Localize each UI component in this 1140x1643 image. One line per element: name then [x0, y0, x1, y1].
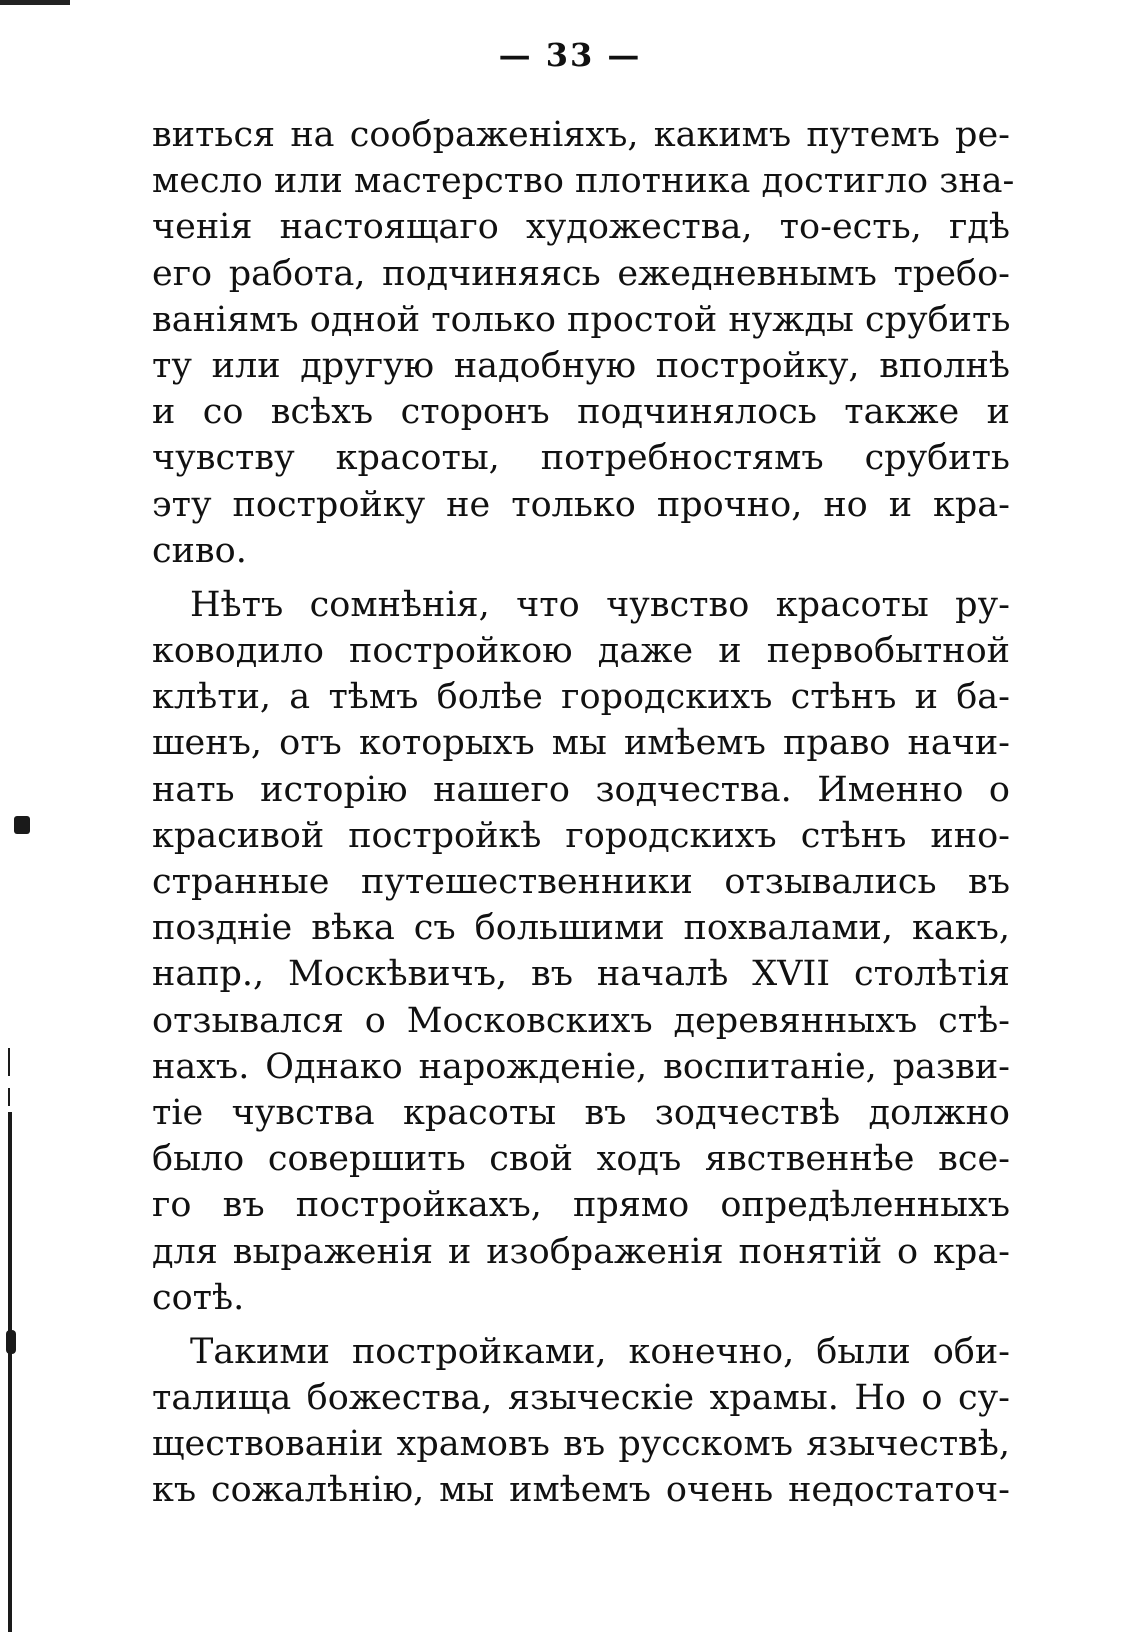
page-number: — 33 —	[498, 36, 642, 74]
scan-corner-mark	[0, 0, 70, 5]
paragraph	[152, 1329, 1010, 1514]
scan-margin-mark	[8, 1048, 10, 1076]
text-line: странные путешественники отзывались въ	[152, 862, 1010, 902]
text-line: эту постройку не только прочно, но и кра-	[152, 484, 1010, 525]
text-line: чувству красоты, потребностямъ срубить	[152, 438, 1010, 479]
text-line: виться на соображеніяхъ, какимъ путемъ ре-	[152, 115, 1010, 155]
body-text	[152, 112, 1015, 1514]
text-line: нать исторію нашего зодчества. Именно о	[152, 769, 1010, 810]
text-line: ченія настоящаго художества, то-есть, гдѣ	[152, 207, 1010, 248]
scan-margin-mark	[8, 1088, 10, 1106]
text-line: напр., Москѣвичъ, въ началѣ XVII столѣтія	[152, 954, 1010, 995]
text-line: Такими постройками, конечно, были оби-	[190, 1331, 1010, 1372]
text-line: ту или другую надобную постройку, вполнѣ	[152, 345, 1010, 386]
text-line: ваніямъ одной только простой нужды срубить	[152, 299, 1011, 340]
paragraph	[152, 582, 1010, 1321]
text-line: клѣти, а тѣмъ болѣе городскихъ стѣнъ и ба-	[152, 677, 1010, 718]
text-line: для выраженія и изображенія понятій о кра-	[152, 1231, 1010, 1272]
text-line: поздніе вѣка съ большими похвалами, какъ,	[152, 908, 1010, 949]
text-line: и со всѣхъ сторонъ подчинялось также и	[152, 392, 1010, 433]
paragraph	[152, 112, 1015, 574]
text-line: къ сожалѣнію, мы имѣемъ очень недостаточ-	[152, 1470, 1010, 1511]
text-line: нахъ. Однако нарожденіе, воспитаніе, разви-	[152, 1046, 1010, 1087]
text-line: тіе чувства красоты въ зодчествѣ должно	[152, 1092, 1010, 1133]
text-line: сиво.	[152, 530, 247, 571]
scan-margin-mark	[8, 1112, 12, 1632]
text-line: талища божества, языческіе храмы. Но о су-	[152, 1378, 1010, 1419]
text-line: ществованіи храмовъ въ русскомъ язычествѣ,	[152, 1424, 1010, 1465]
text-line: месло или мастерство плотника достигло зна-	[152, 161, 1015, 202]
text-line: его работа, подчиняясь ежедневнымъ требо-	[152, 253, 1010, 294]
scan-margin-mark	[6, 1330, 16, 1354]
text-line: шенъ, отъ которыхъ мы имѣемъ право начи-	[152, 723, 1010, 764]
text-line: было совершить свой ходъ явственнѣе все-	[152, 1139, 1010, 1180]
scan-margin-mark	[14, 816, 30, 834]
text-line: красивой постройкѣ городскихъ стѣнъ ино-	[152, 815, 1010, 856]
text-line: отзывался о Московскихъ деревянныхъ стѣ-	[152, 1000, 1010, 1041]
text-line: сотѣ.	[152, 1277, 245, 1318]
text-line: го въ постройкахъ, прямо опредѣленныхъ	[152, 1185, 1010, 1226]
text-line: Нѣтъ сомнѣнія, что чувство красоты ру-	[190, 584, 1010, 625]
text-line: ководило постройкою даже и первобытной	[152, 631, 1010, 672]
